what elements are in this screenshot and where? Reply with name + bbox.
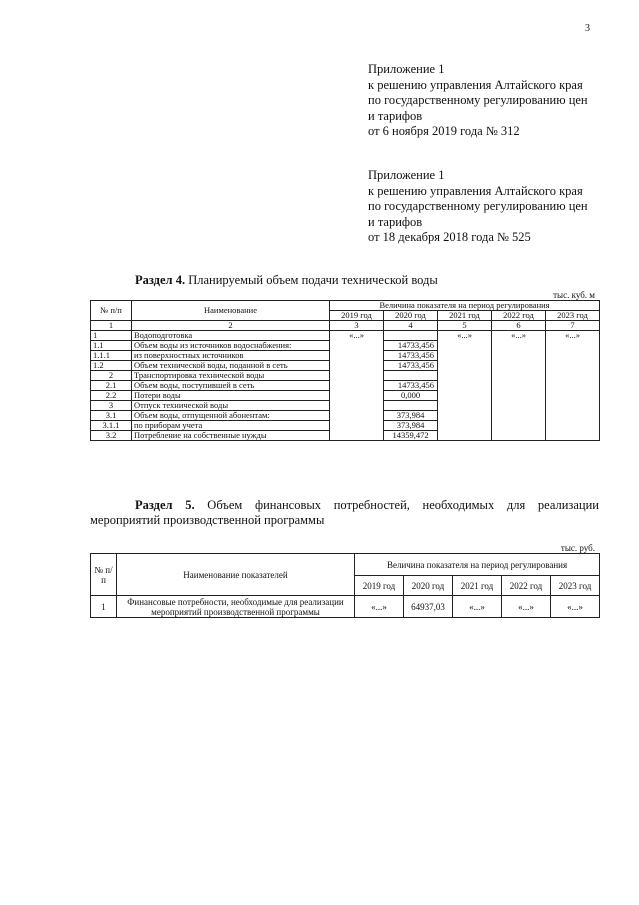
- appendix-line: и тарифов: [368, 108, 423, 123]
- col-number: 3: [330, 321, 384, 331]
- row-name: Объем воды, поступившей в сеть: [132, 381, 330, 391]
- row-name: Потребление на собственные нужды: [132, 431, 330, 441]
- row-num: 3: [91, 401, 132, 411]
- value-2019: «...»: [355, 596, 404, 618]
- appendix-line: к решению управления Алтайского края: [368, 183, 583, 198]
- row-name: Объем воды из источников водоснабжения:: [132, 341, 330, 351]
- col-number: 1: [91, 321, 132, 331]
- section5-title: [90, 498, 599, 528]
- header-year: 2023 год: [551, 576, 600, 596]
- value-2020: [384, 371, 438, 381]
- header-name: Наименование: [132, 301, 330, 321]
- header-name: Наименование показателей: [117, 554, 355, 596]
- value-2022: «...»: [502, 596, 551, 618]
- col-number: 2: [132, 321, 330, 331]
- value-2020: 373,984: [384, 421, 438, 431]
- row-num: 1: [91, 331, 132, 341]
- col-number: 7: [546, 321, 600, 331]
- row-num: 3.2: [91, 431, 132, 441]
- value-2020: 373,984: [384, 411, 438, 421]
- section5-unit: тыс. руб.: [560, 543, 595, 553]
- header-year: 2019 год: [330, 311, 384, 321]
- page-number: 3: [585, 23, 590, 34]
- value-2020: 14733,456: [384, 341, 438, 351]
- value-2020: 64937,03: [404, 596, 453, 618]
- row-name: Финансовые потребности, необходимые для реализации мероприятий производственной программы: [117, 596, 355, 618]
- col-number: 5: [438, 321, 492, 331]
- row-num: 1.1: [91, 341, 132, 351]
- header-year: 2021 год: [453, 576, 502, 596]
- row-name: Транспортировка технической воды: [132, 371, 330, 381]
- header-year: 2022 год: [502, 576, 551, 596]
- header-year: 2022 год: [492, 311, 546, 321]
- appendix-line: по государственному регулированию цен: [368, 199, 588, 213]
- value-2020: 14359,472: [384, 431, 438, 441]
- value-2019: «...»: [330, 331, 384, 441]
- row-num: 2: [91, 371, 132, 381]
- row-name: из поверхностных источников: [132, 351, 330, 361]
- value-2020: 14733,456: [384, 361, 438, 371]
- value-2020: 0,000: [384, 391, 438, 401]
- header-year: 2021 год: [438, 311, 492, 321]
- row-num: 2.2: [91, 391, 132, 401]
- value-2020: 14733,456: [384, 351, 438, 361]
- value-2020: [384, 401, 438, 411]
- value-2021: «...»: [438, 331, 492, 441]
- row-num: 3.1.1: [91, 421, 132, 431]
- row-num: 1: [91, 596, 117, 618]
- section4-title-text: Планируемый объем подачи технической воды: [185, 273, 438, 287]
- section5-title-text: Объем финансовых потребностей, необходимых для реализации: [194, 498, 599, 512]
- header-year: 2019 год: [355, 576, 404, 596]
- appendix-header-current: [368, 62, 588, 140]
- appendix-line: от 6 ноября 2019 года № 312: [368, 124, 520, 138]
- header-num: № п/п: [91, 301, 132, 321]
- col-number: 4: [384, 321, 438, 331]
- section5-title-line2: мероприятий производственной программы: [90, 513, 325, 527]
- row-num: 3.1: [91, 411, 132, 421]
- col-number: 6: [492, 321, 546, 331]
- appendix-line: и тарифов: [368, 214, 423, 229]
- row-name: по приборам учета: [132, 421, 330, 431]
- row-name: Водоподготовка: [132, 331, 330, 341]
- header-year: 2023 год: [546, 311, 600, 321]
- value-2020: 14733,456: [384, 381, 438, 391]
- row-num: 1.1.1: [91, 351, 132, 361]
- water-volume-table: [90, 300, 600, 441]
- row-name: Потери воды: [132, 391, 330, 401]
- appendix-line: Приложение 1: [368, 62, 445, 76]
- value-2023: «...»: [546, 331, 600, 441]
- appendix-line: по государственному регулированию цен: [368, 93, 588, 107]
- appendix-line: от 18 декабря 2018 года № 525: [368, 230, 531, 244]
- row-name: Объем воды, отпущенной абонентам:: [132, 411, 330, 421]
- financial-needs-table: [90, 553, 600, 618]
- appendix-header-original: [368, 168, 588, 246]
- section4-title: [135, 273, 438, 288]
- appendix-line: Приложение 1: [368, 168, 445, 182]
- section5-label: Раздел 5.: [135, 498, 195, 512]
- row-num: 1.2: [91, 361, 132, 371]
- table-row: [91, 331, 600, 341]
- section4-unit: тыс. куб. м: [553, 290, 595, 300]
- header-num: № п/п: [91, 554, 117, 596]
- row-name: Отпуск технической воды: [132, 401, 330, 411]
- header-period: Величина показателя на период регулирования: [330, 301, 600, 311]
- section4-label: Раздел 4.: [135, 273, 186, 287]
- header-year: 2020 год: [404, 576, 453, 596]
- row-name: Объем технической воды, поданной в сеть: [132, 361, 330, 371]
- row-num: 2.1: [91, 381, 132, 391]
- header-year: 2020 год: [384, 311, 438, 321]
- value-2022: «...»: [492, 331, 546, 441]
- value-2023: «...»: [551, 596, 600, 618]
- header-period: Величина показателя на период регулирования: [355, 554, 600, 576]
- appendix-line: к решению управления Алтайского края: [368, 77, 583, 92]
- value-2021: «...»: [453, 596, 502, 618]
- table-row: [91, 596, 600, 618]
- value-2020: [384, 331, 438, 341]
